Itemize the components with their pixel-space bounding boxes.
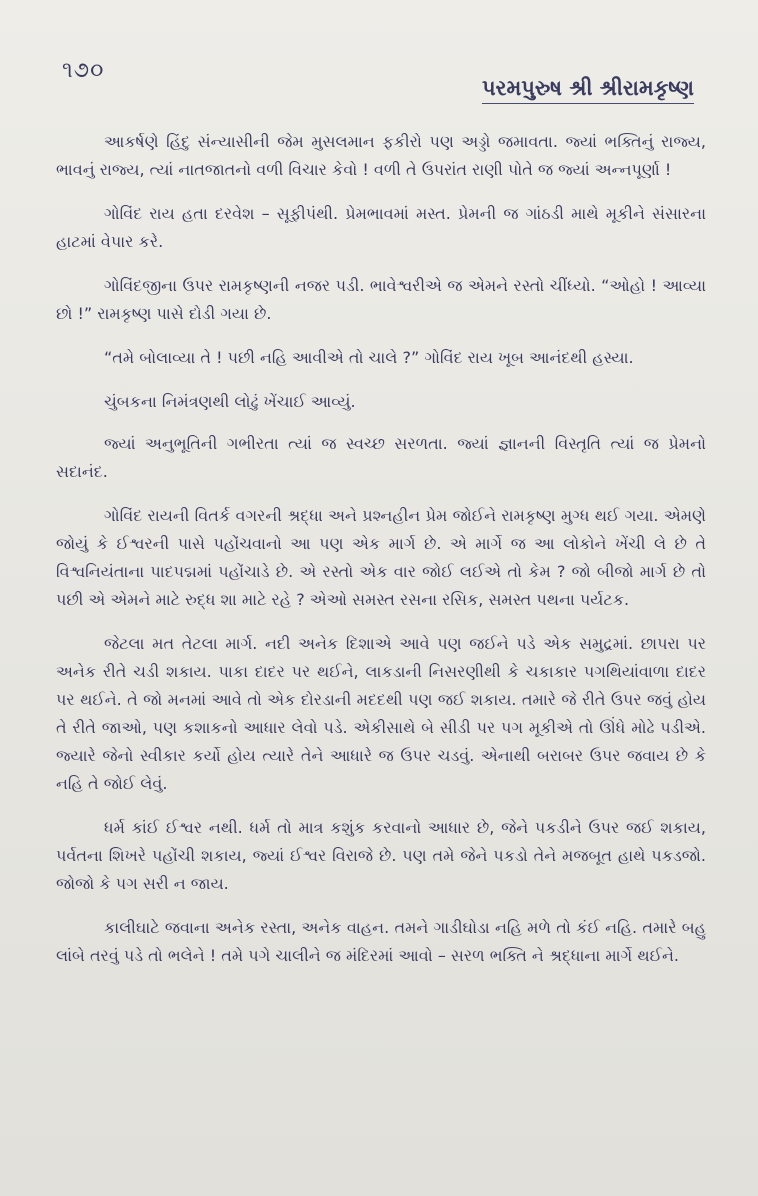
- running-title: પરમપુરુષ શ્રી શ્રીરામકૃષ્ણ: [482, 76, 694, 104]
- body-text: [56, 128, 706, 986]
- paragraph: ચુંબકના નિમંત્રણથી લોઢું ખેંચાઈ આવ્યું.: [104, 392, 356, 411]
- paragraph: આકર્ષણે હિંદુ સંન્યાસીની જેમ મુસલમાન ફકીરો પણ અડ્ડો જમાવતા. જ્યાં ભક્તિનું રાજ્ય, ભાવનું રાજ્ય, ત્યાં નાતજાતનો વળી વિચાર કેવો ! વળી તે ઉપરાંત રાણી પોતે જ જ્યાં અન્નપૂર્ણા !: [56, 132, 706, 179]
- paragraph: ગોવિંદજીના ઉપર રામકૃષ્ણની નજર પડી. ભાવેશ્વરીએ જ એમને રસ્તો ચીંધ્યો. “ઓહો ! આવ્યા છો !” રામકૃષ્ણ પાસે દોડી ગયા છે.: [56, 276, 706, 323]
- paragraph: જ્યાં અનુભૂતિની ગભીરતા ત્યાં જ સ્વચ્છ સરળતા. જ્યાં જ્ઞાનની વિસ્તૃતિ ત્યાં જ પ્રેમનો સદાનંદ.: [56, 434, 706, 481]
- paragraph: જેટલા મત તેટલા માર્ગ. નદી અનેક દિશાએ આવે પણ જઈને પડે એક સમુદ્રમાં. છાપરા પર અનેક રીતે ચડી શકાય. પાકા દાદર પર થઈને, લાકડાની નિસરણીથી કે ચકાકાર પગથિયાંવાળા દાદર પર થઈને. તે જો મનમાં આવે તો એક દોરડાની મદદથી પણ જઈ શકાય. તમારે જે રીતે ઉપર જવું હોય તે રીતે જાઓ, પણ કશાકનો આધાર લેવો પડે. એકીસાથે બે સીડી પર પગ મૂકીએ તો ઊંધે મોઢે પડીએ. જ્યારે જેનો સ્વીકાર કર્યો હોય ત્યારે તેને આધારે જ ઉપર ચડવું. એનાથી બરાબર ઉપર જવાય છે કે નહિ તે જોઈ લેવું.: [56, 634, 706, 793]
- paragraph: ગોવિંદ રાય હતા દરવેશ – સૂફીપંથી. પ્રેમભાવમાં મસ્ત. પ્રેમની જ ગાંઠડી માથે મૂકીને સંસારના હાટમાં વેપાર કરે.: [56, 204, 706, 251]
- paragraph: “તમે બોલાવ્યા તે ! પછી નહિ આવીએ તો ચાલે ?” ગોવિંદ રાય ખૂબ આનંદથી હસ્યા.: [104, 348, 634, 367]
- paragraph: કાલીઘાટે જવાના અનેક રસ્તા, અનેક વાહન. તમને ગાડીઘોડા નહિ મળે તો કંઈ નહિ. તમારે બહુ લાંબે તરવું પડે તો ભલેને ! તમે પગે ચાલીને જ મંદિરમાં આવો – સરળ ભક્તિ ને શ્રદ્ધાના માર્ગે થઈને.: [56, 918, 706, 965]
- page-number: ૧૭૦: [62, 58, 105, 83]
- paragraph: ગોવિંદ રાયની વિતર્ક વગરની શ્રદ્ધા અને પ્રશ્નહીન પ્રેમ જોઈને રામકૃષ્ણ મુગ્ધ થઈ ગયા. એમણે જોયું કે ઈશ્વરની પાસે પહોંચવાનો આ પણ એક માર્ગ છે. એ માર્ગે જ આ લોકોને ખેંચી લે છે તે વિશ્વનિયંતાના પાદપદ્મમાં પહોંચાડે છે. એ રસ્તો એક વાર જોઈ લઈએ તો કેમ ? જો બીજો માર્ગ છે તો પછી એ એમને માટે રુદ્ધ શા માટે રહે ? એઓ સમસ્ત રસના રસિક, સમસ્ત પથના પર્યટક.: [56, 506, 706, 609]
- paragraph: ધર્મ કાંઈ ઈશ્વર નથી. ધર્મ તો માત્ર કશુંક કરવાનો આધાર છે, જેને પકડીને ઉપર જઈ શકાય, પર્વતના શિખરે પહોંચી શકાય, જ્યાં ઈશ્વર વિરાજે છે. પણ તમે જેને પકડો તેને મજબૂત હાથે પકડજો. જોજો કે પગ સરી ન જાય.: [56, 818, 706, 893]
